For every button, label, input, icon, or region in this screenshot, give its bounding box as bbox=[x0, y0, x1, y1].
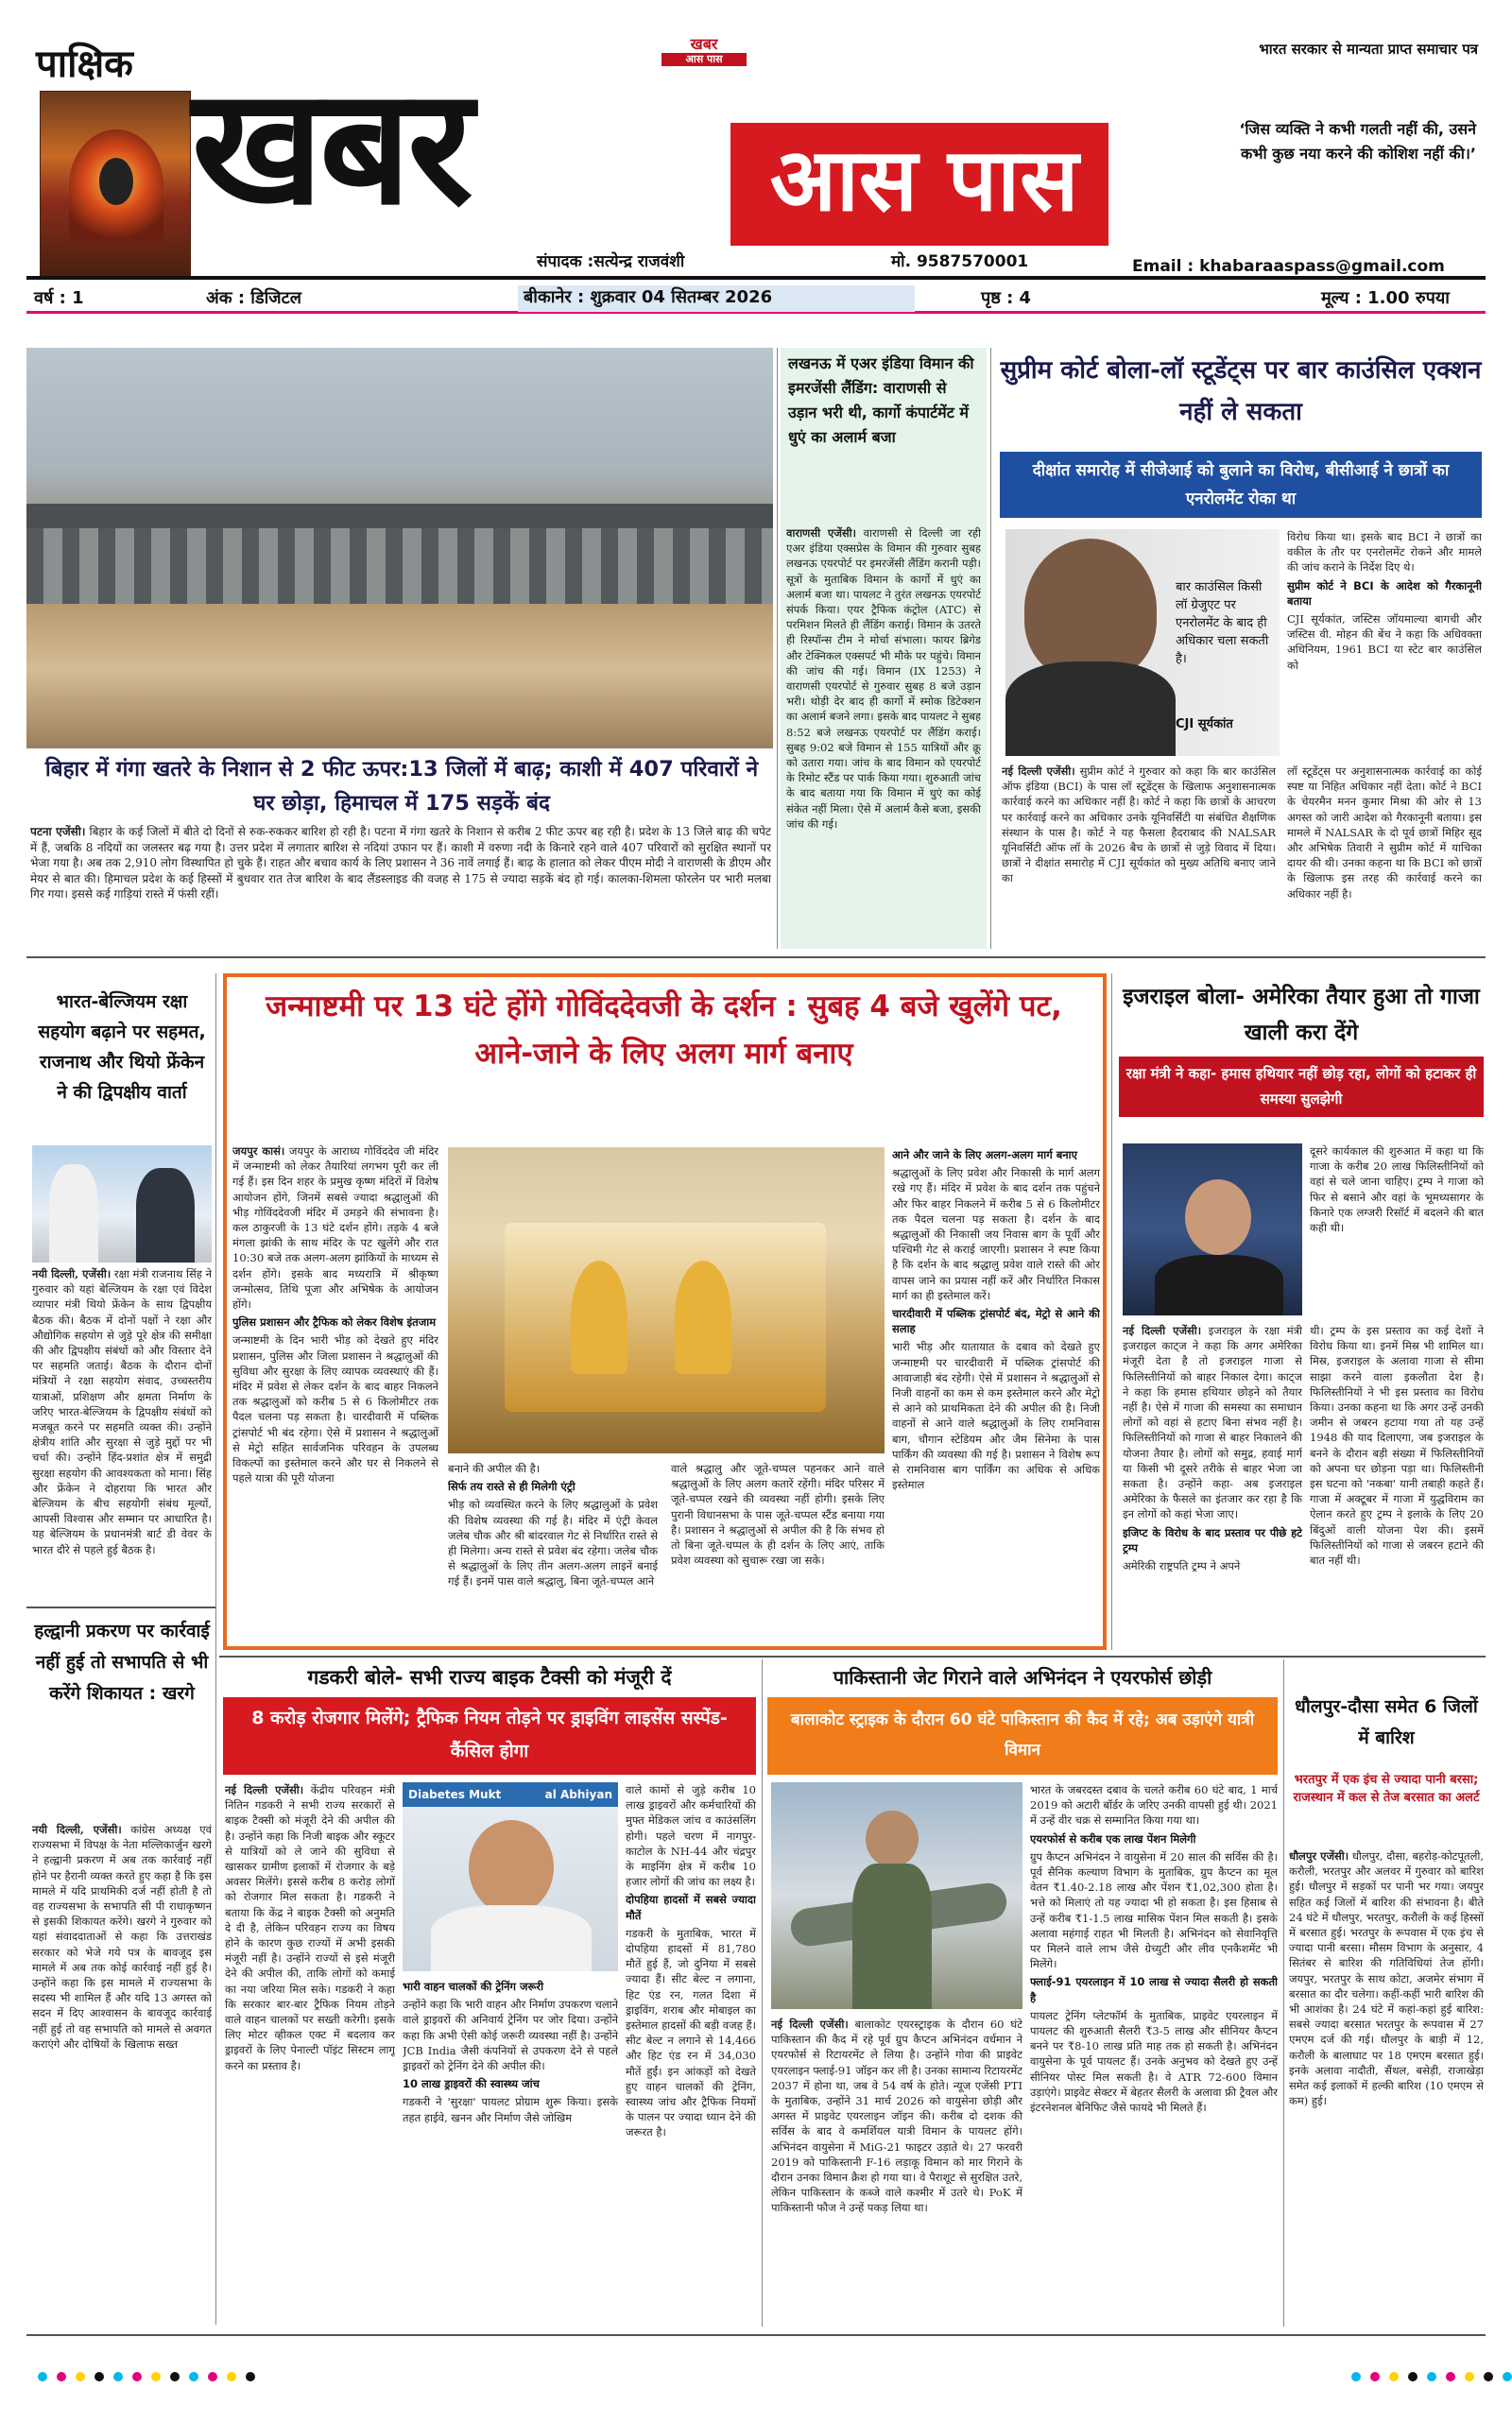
israel-dateline: नई दिल्ली एजेंसी। bbox=[1123, 1324, 1202, 1337]
registration-dot bbox=[1408, 2372, 1418, 2381]
registration-dot bbox=[1427, 2372, 1436, 2381]
abhinandan-col2 bbox=[1030, 1782, 1278, 2327]
rule bbox=[762, 1659, 763, 2327]
jm-sub2: सिर्फ तय रास्ते से ही मिलेगी एंट्री bbox=[448, 1480, 576, 1494]
rain-body-text: धौलपुर, दौसा, बहरोड़-कोटपूतली, करौली, भरतपुर और अलवर में गुरुवार को बारिश हुई। धौलपुर में सड़कों पर पानी भर गया। जयपुर सहित कई जिलों में बारिश की संभावना है। बीते 24 घंटे में धौलपुर, भरतपुर, करौली के कई हिस्सों में बरसात हुई। भरतपुर के रूपवास में एक इंच से ज्यादा पानी बरसा। मौसम विभाग के अनुसार, 4 सितंबर से बारिश की गतिविधियां तेज होंगी। जयपुर, भरतपुर के साथ कोटा, अजमेर संभाग में बरसात का दौर चलेगा। कहीं-कहीं भारी बारिश की भी आशंका है। 24 घंटे में कहां-कहां हुई बारिश: सबसे ज्यादा बरसात भरतपुर के रूपवास में 27 एमएम दर्ज की गई। धौलपुर के बाड़ी में 12, करौली के बालाघाट पर 18 एमएम बरसात हुई। इनके अलावा नादौती, सैंथल, बसेड़ी, राजाखेड़ा समेत कई इलाकों में हल्की बारिश (10 एमएम से कम) हुई। bbox=[1289, 1849, 1484, 2108]
section-rule bbox=[26, 1607, 215, 1608]
ib-headline: भारत-बेल्जियम रक्षा सहयोग बढ़ाने पर सहमत, राजनाथ और थियो फ्रेंकेन ने की द्विपक्षीय वार्ता bbox=[38, 991, 206, 1103]
logo-aaspass: आस पास bbox=[769, 129, 1079, 231]
sc-headline: सुप्रीम कोर्ट बोला-लॉ स्टूडेंट्स पर बार काउंसिल एक्शन नहीं ले सकता bbox=[1000, 356, 1482, 426]
registration-dots-left bbox=[38, 2372, 255, 2381]
abhinandan-dateline: नई दिल्ली एजेंसी। bbox=[771, 2018, 849, 2031]
jm-col4 bbox=[892, 1147, 1100, 1644]
abhinandan-sub1: एयरफोर्स से करीब एक लाख पेंशन मिलेगी bbox=[1030, 1831, 1196, 1846]
section-rule bbox=[26, 956, 1486, 958]
sc-photo-quote: बार काउंसिल किसी लॉ ग्रेजुएट पर एनरोलमेंट के बाद ही अधिकार चला सकती है। bbox=[1176, 580, 1269, 666]
registration-dot bbox=[1465, 2372, 1474, 2381]
airindia-body bbox=[786, 525, 981, 947]
israel-subhead: रक्षा मंत्री ने कहा- हमास हथियार नहीं छोड़ रहा, लोगों को हटाकर ही समस्या सुलझेगी bbox=[1119, 1057, 1484, 1117]
sc-body-col1 bbox=[1002, 764, 1276, 949]
section-rule bbox=[219, 1656, 1486, 1658]
rule bbox=[777, 348, 778, 949]
haldwani-headline: हल्द्वानी प्रकरण पर कार्रवाई नहीं हुई तो सभापति से भी करेंगे शिकायत : खरगे bbox=[34, 1621, 210, 1704]
jm-col1-text: जयपुर के आराध्य गोविंददेव जी मंदिर में जन्माष्टमी को लेकर तैयारियां लगभग पूरी कर ली गई हैं। इस दिन शहर के प्रमुख कृष्ण मंदिरों में विशेष आयोजन होंगे, जिनमें सबसे ज्यादा श्रद्धालुओं की भीड़ गोविंददेवजी मंदिर में उमड़ने की संभावना है। कल ठाकुरजी के 13 घंटे दर्शन होंगे। तड़के 4 बजे मंगला झांकी के साथ मंदिर के पट खुलेंगे और रात 10:30 बजे तक अलग-अलग झांकियों के माध्यम से दर्शन होंगे। इसके बाद मध्यरात्रि में श्रीकृष्ण जन्मोत्सव, तिथि पूजा और अभिषेक के आयोजन होंगे। bbox=[232, 1144, 438, 1312]
sc-dateline: नई दिल्ली एजेंसी। bbox=[1002, 765, 1075, 778]
rain-dateline: धौलपुर एजेंसी। bbox=[1289, 1849, 1349, 1863]
registration-dots-right bbox=[1351, 2372, 1512, 2381]
sc-subhead: दीक्षांत समारोह में सीजेआई को बुलाने का विरोध, बीसीआई ने छात्रों का एनरोलमेंट रोका था bbox=[1000, 452, 1482, 518]
mini-logo-bottom: आस पास bbox=[662, 53, 747, 66]
registration-dot bbox=[94, 2372, 104, 2381]
gadkari-body4-text: वाले कामों से जुड़े करीब 10 लाख ड्राइवरों और कर्मचारियों की मुफ्त मेडिकल जांच व काउंसलिंग होगी। पहले चरण में नागपुर-काटोल के NH-44 और चंद्रपुर के माइनिंग क्षेत्र में करीब 10 हजार लोगों की जांच का लक्ष्य है। bbox=[626, 1783, 756, 1889]
jm-col3-text: वाले श्रद्धालु और जूते-चप्पल पहनकर आने वाले श्रद्धालुओं के लिए अलग कतारें रहेंगी। मंदिर परिसर में जूते-चप्पल रखने की व्यवस्था नहीं होगी। इसके लिए पुरानी विधानसभा के पास जूते-चप्पल स्टैंड बनाया गया है। प्रशासन ने श्रद्धालुओं से अपील की है कि संभव हो तो बिना जूते-चप्पल के ही दर्शन के लिए आएं, ताकि प्रवेश व्यवस्था को सुचारू रखा जा सके। bbox=[671, 1462, 885, 1568]
rule bbox=[215, 973, 216, 2325]
abhinandan-sub2: फ्लाई-91 एयरलाइन में 10 लाख से ज्यादा सैलरी हो सकती है bbox=[1030, 1975, 1278, 2004]
israel-body-col1 bbox=[1123, 1323, 1302, 1648]
jm-dateline: जयपुर कासं। bbox=[232, 1144, 285, 1158]
registration-dot bbox=[151, 2372, 161, 2381]
mobile-line: मो. 9587570001 bbox=[891, 252, 1029, 271]
flood-photo bbox=[26, 348, 773, 748]
registration-dot bbox=[38, 2372, 47, 2381]
jm-sub4: चारदीवारी में पब्लिक ट्रांसपोर्ट बंद, मेट्रो से आने की सलाह bbox=[892, 1307, 1100, 1336]
jm-col3 bbox=[671, 1461, 885, 1644]
gadkari-sub3: दोपहिया हादसों में सबसे ज्यादा मौतें bbox=[626, 1893, 756, 1922]
sc-body4: लॉ स्टूडेंट्स पर अनुशासनात्मक कार्रवाई का कोई स्पष्ट या निहित अधिकार नहीं देता। कोर्ट ने BCI के चेयरमैन मनन कुमार मिश्रा की ओर से 13 अगस्त को जारी आदेश को गैरकानूनी बताया। इस मामले में NALSAR के दो पूर्व छात्रों मिहिर सूद और अभिषेक तिवारी ने सुप्रीम कोर्ट में याचिका दायर की थी। उनका कहना था कि BCI को छात्रों के खिलाफ इस तरह की कार्रवाई करने का अधिकार नहीं है। bbox=[1287, 765, 1482, 901]
info-price: मूल्य : 1.00 रुपया bbox=[1321, 288, 1450, 308]
info-bar bbox=[26, 282, 1486, 314]
haldwani-body-text: कांग्रेस अध्यक्ष एवं राज्यसभा में विपक्ष के नेता मल्लिकार्जुन खरगे ने हल्द्वानी प्रकरण में अब तक कार्रवाई नहीं होने पर हैरानी व्यक्त करते हुए कहा है कि इस मामले में यदि प्राथमिकी दर्ज नहीं होती है तो वह राज्यसभा के सभापति सी पी राधाकृष्णन से इसकी शिकायत करेंगे। खरगे ने गुरुवार को यहां संवाददाताओं से कहा कि उत्तराखंड सरकार को भेजे गये पत्र के बावजूद इस मामले में अब तक कोई कार्रवाई नहीं हुई है। उन्होंने कहा कि इस मामले में राज्यसभा के सदस्य भी शामिल हैं और यदि 13 अगस्त को सदन में दिए आश्वासन के बावजूद कार्रवाई नहीं हुई तो वह सभापति को मामले से अवगत कराएंगे और दोषियों के खिलाफ सख्त bbox=[32, 1823, 212, 2051]
rain-subhead: भरतपुर में एक इंच से ज्यादा पानी बरसा; राजस्थान में कल से तेज बरसात का अलर्ट bbox=[1293, 1773, 1480, 1805]
flood-body bbox=[30, 824, 771, 947]
jm-col2 bbox=[448, 1461, 658, 1644]
abhinandan-col1 bbox=[771, 2017, 1022, 2327]
registration-dot bbox=[1446, 2372, 1455, 2381]
rule bbox=[1111, 973, 1112, 1650]
registration-dot bbox=[170, 2372, 180, 2381]
gadkari-photo-banner bbox=[403, 1782, 618, 1807]
israel-sub: इजिप्ट के विरोध के बाद प्रस्ताव पर पीछे हटे ट्रम्प bbox=[1123, 1525, 1302, 1555]
jm-photo bbox=[448, 1147, 885, 1453]
jm-col1 bbox=[232, 1143, 438, 1644]
gadkari-subhead: 8 करोड़ रोजगार मिलेंगे; ट्रैफिक नियम तोड़ने पर ड्राइविंग लाइसेंस सस्पेंड-कैंसिल होगा bbox=[223, 1697, 756, 1775]
gadkari-headline: गडकरी बोले- सभी राज्य बाइक टैक्सी को मंजूरी दें bbox=[307, 1666, 672, 1689]
abhinandan-body2-text: भारत के जबरदस्त दबाव के चलते करीब 60 घंटे बाद, 1 मार्च 2019 को अटारी बॉर्डर के जरिए उनकी वापसी हुई थी। 2021 में उन्हें वीर चक्र से सम्मानित किया गया था। bbox=[1030, 1783, 1278, 1828]
temple-photo bbox=[40, 91, 191, 276]
airindia-dateline: वाराणसी एजेंसी। bbox=[786, 526, 857, 540]
rule bbox=[990, 348, 991, 949]
israel-body3-text: थी। ट्रम्प के इस प्रस्ताव का कई देशों ने विरोध किया था। इनमें मिस्र भी शामिल था। मिस्र, इजराइल के अलावा गाजा से सीमा साझा करने वाला इकलौता देश है। फिलिस्तीनियों ने भी इस प्रस्ताव का विरोध किया। उनका कहना था कि अगर उन्हें उनकी जमीन से जबरन हटाया गया तो यह उन्हें 1948 की याद दिलाएगा, जब इजराइल के बनने के दौरान बड़ी संख्या में फिलिस्तीनियों को अपना घर छोड़ना पड़ा था। फिलिस्तीनी इस घटना को 'नकबा' यानी तबाही कहते हैं। गाजा में अक्टूबर में गाजा में युद्धविराम का ऐलान करते हुए ट्रम्प ने इलाके के लिए 20 बिंदुओं वाली योजना पेश की। इसमें फिलिस्तीनियों को गाजा से जबरन हटाने की बात नहीं थी। bbox=[1310, 1324, 1484, 1568]
email-line: Email : khabaraaspass@gmail.com bbox=[1132, 257, 1445, 276]
abhinandan-body3-text: ग्रुप कैप्टन अभिनंदन ने वायुसेना में 20 साल की सर्विस की है। पूर्व सैनिक कल्याण विभाग के मुताबिक, ग्रुप कैप्टन का मूल वेतन ₹1.40-2.18 लाख और पेंशन ₹1,02,300 होता है। भत्ते को मिलाएं तो यह ज्यादा भी हो सकता है। इस हिसाब से उन्हें करीब ₹1-1.5 लाख मासिक पेंशन मिल सकती है। इसके अलावा महंगाई राहत भी मिलती है। अभिनंदन को सेवानिवृत्ति पर मिलने वाले लाभ जैसे ग्रेच्युटी और लीव एनकैशमेंट भी मिलेंगे। bbox=[1030, 1849, 1278, 1971]
mini-logo bbox=[662, 36, 747, 77]
mini-logo-top: खबर bbox=[690, 35, 718, 53]
registration-dot bbox=[1484, 2372, 1493, 2381]
sc-photo bbox=[1005, 529, 1280, 756]
abhinandan-subhead: बालाकोट स्ट्राइक के दौरान 60 घंटे पाकिस्तान की कैद में रहे; अब उड़ाएंगे यात्री विमान bbox=[767, 1697, 1278, 1775]
masthead bbox=[26, 26, 1486, 284]
israel-photo bbox=[1123, 1143, 1302, 1315]
jm-col2-text: बनाने की अपील की है। bbox=[448, 1462, 541, 1475]
registration-dot bbox=[227, 2372, 236, 2381]
masthead-quote: ‘जिस व्यक्ति ने कभी गलती नहीं की, उसने कभी कुछ नया करने की कोशिश नहीं की।’ bbox=[1239, 120, 1476, 163]
gadkari-body3-text: गडकरी ने 'सुरक्षा' पायलट प्रोग्राम शुरू किया। इसके तहत हाईवे, खनन और निर्माण जैसे जोखिम bbox=[403, 2095, 618, 2124]
abhinandan-body4-text: पायलट ट्रेनिंग प्लेटफॉर्म के मुताबिक, प्राइवेट एयरलाइन में पायलट की शुरुआती सैलरी ₹3-5 लाख और सीनियर कैप्टन बनने पर ₹8-10 लाख प्रति माह तक हो सकती है। अभिनंदन वायुसेना के पूर्व पायलट हैं। उनके अनुभव को देखते हुए उन्हें सीनियर पोस्ट मिल सकती है। वे ATR 72-600 विमान उड़ाएंगे। प्राइवेट सेक्टर में बेहतर सैलरी के अलावा फ्री ट्रैवल और इंटरनेशनल बेनिफिट जैसे फायदे भी मिलते हैं। bbox=[1030, 2008, 1278, 2115]
israel-body-side: दूसरे कार्यकाल की शुरुआत में कहा था कि गाजा के करीब 20 लाख फिलिस्तीनियों को वहां से चले जाना चाहिए। ट्रम्प ने गाजा को फिर से बसाने और वहां के भूमध्यसागर के किनारे एक लग्जरी रिसॉर्ट में बदलने की बात कही थी। bbox=[1310, 1144, 1484, 1235]
logo-khabar: खबर bbox=[192, 54, 470, 241]
haldwani-body bbox=[32, 1822, 212, 2323]
sc-body2: विरोध किया था। इसके बाद BCI ने छात्रों का वकील के तौर पर एनरोलमेंट रोकने और मामले की जांच कराने के निर्देश दिए थे। bbox=[1287, 530, 1482, 575]
jm-col4b-text: भारी भीड़ और यातायात के दबाव को देखते हुए जन्माष्टमी पर चारदीवारी में पब्लिक ट्रांसपोर्ट की आवाजाही बंद रहेगी। ऐसे में प्रशासन ने श्रद्धालुओं से निजी वाहनों का कम से कम इस्तेमाल करने और मेट्रो से आने को प्राथमिकता देने की अपील की है। निजी वाहनों से आने वाले श्रद्धालुओं के लिए रामनिवास बाग, चौगान स्टेडियम और जैम सिनेमा के पास पार्किंग की व्यवस्था की गई है। प्रशासन ने विशेष रूप से रामनिवास बाग पार्किंग का अधिक से अधिक इस्तेमाल bbox=[892, 1340, 1100, 1492]
editor-line: संपादक :सत्येन्द्र राजवंशी bbox=[537, 252, 685, 271]
abhinandan-body-text: बालाकोट एयरस्ट्राइक के दौरान 60 घंटे पाकिस्तान की कैद में रहे पूर्व ग्रुप कैप्टन अभिनंदन वर्धमान ने एयरफोर्स से रिटायरमेंट ले लिया है। उन्होंने गोवा की प्राइवेट एयरलाइन फ्लाई-91 जॉइन कर ली है। उनका सामान्य रिटायरमेंट 2037 में होना था, जब वे 54 वर्ष के होते। न्यूज एजेंसी PTI के मुताबिक, उन्होंने 31 मार्च 2026 को वायुसेना छोड़ी और अगस्त में प्राइवेट एयरलाइन जॉइन की। करीब दो दशक की सर्विस के बाद वे कमर्शियल यात्री विमान के पायलट होंगे। अभिनंदन वायुसेना में MiG-21 फाइटर उड़ाते थे। 27 फरवरी 2019 को पाकिस्तानी F-16 लड़ाकू विमान को मार गिराने के दौरान उनका विमान क्रैश हो गया था। वे पैराशूट से सुरक्षित उतरे, लेकिन पाकिस्तान के कब्जे वाले कश्मीर में उतरे थे। PoK में पाकिस्तानी फौज ने उन्हें पकड़ लिया था। bbox=[771, 2018, 1022, 2215]
info-place-date: बीकानेर : शुक्रवार 04 सितम्बर 2026 bbox=[518, 285, 915, 312]
abhinandan-photo bbox=[771, 1782, 1022, 2009]
registration-dot bbox=[57, 2372, 66, 2381]
jm-col1b-text: जन्माष्टमी के दिन भारी भीड़ को देखते हुए मंदिर प्रशासन, पुलिस और जिला प्रशासन ने श्रद्धालुओं की सुविधा और सुरक्षा के लिए व्यापक व्यवस्थाएं की हैं। मंदिर में प्रवेश से लेकर दर्शन के बाद बाहर निकलने तक श्रद्धालुओं को करीब 5 से 6 किलोमीटर तक पैदल चलना पड़ सकता है। चारदीवारी में पब्लिक ट्रांसपोर्ट भी बंद रहेगा। ऐसे में प्रशासन ने श्रद्धालुओं से मेट्रो सहित सार्वजनिक परिवहन के उपलब्ध विकल्पों का इस्तेमाल करने और घर से निकलने से पहले यात्रा की पूरी योजना bbox=[232, 1333, 438, 1486]
gadkari-col3 bbox=[626, 1782, 756, 2327]
ib-body bbox=[32, 1266, 212, 1603]
abhinandan-headline: पाकिस्तानी जेट गिराने वाले अभिनंदन ने एयरफोर्स छोड़ी bbox=[833, 1666, 1212, 1689]
gadkari-body2-text: उन्होंने कहा कि भारी वाहन और निर्माण उपकरण चलाने वाले ड्राइवरों की अनिवार्य ट्रेनिंग पर जोर दिया। उन्होंने कहा कि अभी ऐसी कोई जरूरी व्यवस्था नहीं है। उन्होंने JCB India जैसी कंपनियों से उपकरण देने से पहले ड्राइवरों को ट्रेनिंग देने की अपील की। bbox=[403, 1998, 618, 2073]
gadkari-sub2: 10 लाख ड्राइवरों की स्वास्थ्य जांच bbox=[403, 2077, 540, 2091]
gadkari-banner-text2: al Abhiyan bbox=[544, 1788, 612, 1801]
masthead-pakshik: पाक्षिक bbox=[36, 43, 133, 86]
gadkari-dateline: नई दिल्ली एजेंसी। bbox=[225, 1783, 304, 1796]
rain-headline: धौलपुर-दौसा समेत 6 जिलों में बारिश bbox=[1295, 1696, 1478, 1748]
registration-dot bbox=[132, 2372, 142, 2381]
registration-dot bbox=[246, 2372, 255, 2381]
jm-sub3: आने और जाने के लिए अलग-अलग मार्ग बनाए bbox=[892, 1148, 1077, 1161]
registration-dot bbox=[113, 2372, 123, 2381]
israel-body-text: इजराइल के रक्षा मंत्री इजराइल काट्ज ने कहा कि अगर अमेरिका मंजूरी देता है तो इजराइल गाजा से फिलिस्तीनियों को बाहर निकाल देगा। काट्ज ने कहा कि हमास हथियार छोड़ने को तैयार नहीं है। ऐसे में गाजा की समस्या का समाधान लोगों को वहां से हटाए बिना संभव नहीं है। फिलिस्तीनियों को गाजा से बाहर निकालने की योजना तैयार है। लोगों को समुद्र, हवाई मार्ग या किसी भी दूसरे तरीके से बाहर भेजा जा सकता है। उन्होंने कहा- अब इजराइल अमेरिका के फैसले का इंतजार कर रहा है कि इन लोगों को कहां भेजा जाए। bbox=[1123, 1324, 1302, 1521]
sc-photo-caption: CJI सूर्यकांत bbox=[1176, 717, 1233, 731]
registration-dot bbox=[1351, 2372, 1361, 2381]
jm-sub1: पुलिस प्रशासन और ट्रैफिक को लेकर विशेष इंतजाम bbox=[232, 1315, 437, 1330]
ib-body-text: रक्षा मंत्री राजनाथ सिंह ने गुरुवार को यहां बेल्जियम के रक्षा एवं विदेश व्यापार मंत्री थियो फ्रेंकेन के साथ द्विपक्षीय बैठक की। बैठक में दोनों पक्षों ने रक्षा और औद्योगिक सहयोग से जुड़े पूरे क्षेत्र की समीक्षा की और द्विपक्षीय संबंधों को और विस्तार देने पर सहमति जताई। बैठक के दौरान दोनों मंत्रियों ने रक्षा सहयोग संवाद, उच्चस्तरीय यात्राओं, प्रशिक्षण और क्षमता निर्माण के जरिए भारत-बेल्जियम के द्विपक्षीय संबंधों को मजबूत करने पर सहमति व्यक्त की। उन्होंने क्षेत्रीय शांति और सुरक्षा से जुड़े मुद्दों पर भी चर्चा की। उन्होंने हिंद-प्रशांत क्षेत्र में समुद्री सुरक्षा सहयोग की आवश्यकता को माना। सिंह और फ्रेंकेन ने दोहराया कि भारत और बेल्जियम के बीच सहयोगी संबंध मूल्यों, आपसी विश्वास और सम्मान पर आधारित है। यह बेल्जियम के प्रधानमंत्री बार्ट डी वेवर के भारत दौरे से पहले हुई बैठक है। bbox=[32, 1267, 212, 1556]
sc-body-col3 bbox=[1287, 764, 1482, 949]
airindia-body-text: वाराणसी से दिल्ली जा रही एअर इंडिया एक्सप्रेस के विमान की गुरुवार सुबह लखनऊ एयरपोर्ट पर इमरजेंसी लैंडिंग करानी पड़ी। सूत्रों के मुताबिक विमान के कार्गो में धुएं का अलार्म बजा था। पायलट ने तुरंत लखनऊ एयरपोर्ट संपर्क किया। एयर ट्रैफिक कंट्रोल (ATC) से परमिशन मिलते ही लैंडिंग कराई। विमान के उतरते ही रिस्पॉन्स टीम ने मोर्चा संभाला। फायर ब्रिगेड और टेक्निकल एक्सपर्ट भी मौके पर पहुंचे। विमान की जांच की गई। विमान (IX 1253) ने वाराणसी एयरपोर्ट से गुरुवार सुबह 8 बजे उड़ान भरी। थोड़ी देर बाद ही कार्गो में स्मोक डिटेक्शन का अलार्म बजने लगा। इसके बाद पायलट ने सुबह 8:52 बजे लखनऊ एयरपोर्ट पर लैंडिंग कराई। सुबह 9:02 बजे विमान से 155 यात्रियों और क्रू को उतारा गया। जांच के बाद विमान को एयरपोर्ट के रिमोट स्टैंड पर पार्क किया गया। शुरुआती जांच के बाद बताया गया कि विमान में धुएं का कोई संकेत नहीं मिला। ऐसे में अलार्म कैसे बजा, इसकी जांच की गई। bbox=[786, 526, 981, 831]
info-year: वर्ष : 1 bbox=[34, 288, 84, 308]
registration-dot bbox=[208, 2372, 217, 2381]
flood-body-text: बिहार के कई जिलों में बीते दो दिनों से रुक-रुककर बारिश हो रही है। पटना में गंगा खतरे के निशान से करीब 2 फीट ऊपर बह रही है। प्रदेश के 13 जिले बाढ़ की चपेट में हैं, जबकि 8 नदियों का जलस्तर बढ़ गया है। उत्तर प्रदेश में लगातार बारिश से नदियां उफान पर हैं। काशी में वरुणा नदी के किनारे रहने वाले 407 परिवारों को सुरक्षित स्थानों पर भेजा गया है। अब तक 2,910 लोग विस्थापित हो चुके हैं। राहत और बचाव कार्य के लिए प्रशासन ने 36 नावें लगाई हैं। बाढ़ के हालात को लेकर पीएम मोदी ने वाराणसी के डीएम और मेयर से बात की। हिमाचल प्रदेश के कई हिस्सों में बुधवार रात तेज बारिश के बाद लैंडस्लाइड की वजह से 175 से ज्यादा सड़कें बंद हो गई। कालका-शिमला फोरलेन पर भारी मलबा गिर गया। इससे कई गाड़ियां रास्ते में फंसी रहीं। bbox=[30, 825, 771, 901]
masthead-rule bbox=[26, 276, 1486, 280]
gadkari-photo bbox=[403, 1782, 618, 1971]
israel-body-col2 bbox=[1310, 1323, 1484, 1648]
gadkari-body-text: केंद्रीय परिवहन मंत्री नितिन गडकरी ने सभी राज्य सरकारों से बाइक टैक्सी को मंजूरी देने की अपील की है। उन्होंने कहा कि निजी बाइक और स्कूटर से यात्रियों को ले जाने की सुविधा से खासकर ग्रामीण इलाकों में रोजगार के बड़े अवसर मिलेंगे। इससे करीब 8 करोड़ लोगों को रोजगार मिल सकता है। गडकरी ने बताया कि केंद्र ने बाइक टैक्सी को अनुमति दे दी है, लेकिन परिवहन राज्य का विषय होने के कारण कुछ राज्यों में अभी इसकी मंजूरी नहीं है। उन्होंने राज्यों से इसे मंजूरी देने की अपील की, ताकि लोगों को कमाई का नया जरिया मिल सके। गडकरी ने कहा कि सरकार बार-बार ट्रैफिक नियम तोड़ने वाले वाहन चालकों पर सख्ती करेगी। इसके लिए मोटर व्हीकल एक्ट में बदलाव कर ड्राइवरों के लिए पेनाल्टी पॉइंट सिस्टम लागू करने का प्रस्ताव है। bbox=[225, 1783, 395, 2072]
haldwani-dateline: नयी दिल्ली, एजेंसी। bbox=[32, 1823, 122, 1836]
jm-col2b-text: भीड़ को व्यवस्थित करने के लिए श्रद्धालुओं के प्रवेश की विशेष व्यवस्था की गई है। मंदिर में एंट्री केवल जलेब चौक और श्री बांदरवाल गेट से निर्धारित रास्ते से ही मिलेगा। अन्य रास्ते से प्रवेश बंद रहेगा। जलेब चौक से श्रद्धालुओं के लिए तीन अलग-अलग लाइनें बनाई गई हैं। इनमें पास वाले श्रद्धालु, बिना जूते-चप्पल आने bbox=[448, 1498, 658, 1589]
janmashtami-headline: जन्माष्टमी पर 13 घंटे होंगे गोविंददेवजी के दर्शन : सुबह 4 बजे खुलेंगे पट, आने-जाने के लिए अलग मार्ग बनाए bbox=[266, 989, 1062, 1071]
info-page: पृष्ठ : 4 bbox=[981, 288, 1032, 308]
gadkari-sub1: भारी वाहन चालकों की ट्रेनिंग जरूरी bbox=[403, 1980, 544, 1993]
registration-dot bbox=[1370, 2372, 1380, 2381]
rain-body bbox=[1289, 1848, 1484, 2327]
ib-photo bbox=[32, 1145, 212, 1263]
ib-dateline: नयी दिल्ली, एजेंसी। bbox=[32, 1267, 112, 1280]
sc-sub2: सुप्रीम कोर्ट ने BCI के आदेश को गैरकानूनी बताया bbox=[1287, 578, 1482, 608]
rule bbox=[1283, 1659, 1284, 2327]
flood-headline: बिहार में गंगा खतरे के निशान से 2 फीट ऊपर:13 जिलों में बाढ़; काशी में 407 परिवारों ने घर छोड़ा, हिमाचल में 175 सड़कें बंद bbox=[44, 757, 759, 816]
gadkari-banner-text: Diabetes Mukt bbox=[408, 1788, 502, 1801]
sc-body1: सुप्रीम कोर्ट ने गुरुवार को कहा कि बार काउंसिल ऑफ इंडिया (BCI) के पास लॉ स्टूडेंट्स के खिलाफ अनुशासनात्मक कार्रवाई करने का अधिकार नहीं है। कोर्ट ने कहा कि छात्रों के आचरण पर कार्रवाई करने का अधिकार उनके यूनिवर्सिटी या संबंधित शैक्षणिक संस्थान के पास है। कोर्ट ने यह फैसला हैदराबाद की NALSAR यूनिवर्सिटी ऑफ लॉ के 2026 बैच के छात्रों से जुड़े विवाद में दिया। छात्रों ने दीक्षांत समारोह में CJI सूर्यकांत को मुख्य अतिथि बनाए जाने का bbox=[1002, 765, 1276, 885]
registration-dot bbox=[189, 2372, 198, 2381]
jm-col4-text: श्रद्धालुओं के लिए प्रवेश और निकासी के मार्ग अलग रखे गए हैं। मंदिर में प्रवेश के बाद दर्शन तक पहुंचने और फिर बाहर निकलने में करीब 5 से 6 किलोमीटर तक पैदल चलना पड़ सकता है। दर्शन के बाद श्रद्धालुओं की निकासी जय निवास बाग के पूर्वी और पश्चिमी गेट से कराई जाएगी। प्रशासन ने स्पष्ट किया है कि दर्शन के बाद श्रद्धालु प्रवेश वाले रास्ते की ओर वापस जाने का प्रयास नहीं करें और निर्धारित निकास मार्ग का ही इस्तेमाल करें। bbox=[892, 1166, 1100, 1302]
gadkari-col1 bbox=[225, 1782, 395, 2327]
govt-recognized: भारत सरकार से मान्यता प्राप्त समाचार पत्र bbox=[1259, 41, 1478, 58]
sc-body3: CJI सूर्यकांत, जस्टिस जॉयमाल्या बागची और जस्टिस वी. मोहन की बेंच ने कहा कि अधिवक्ता अधिनियम, 1961 BCI या स्टेट बार काउंसिल को bbox=[1287, 612, 1482, 672]
israel-headline: इजराइल बोला- अमेरिका तैयार हुआ तो गाजा खाली करा देंगे bbox=[1123, 985, 1480, 1045]
airindia-headline: लखनऊ में एअर इंडिया विमान की इमरजेंसी लैंडिंग: वाराणसी से उड़ान भरी थी, कार्गो कंपार्टमेंट में धुएं का अलार्म बजा bbox=[788, 354, 974, 446]
gadkari-col2 bbox=[403, 1979, 618, 2327]
page-bottom-rule bbox=[26, 2334, 1486, 2336]
registration-dot bbox=[1389, 2372, 1399, 2381]
info-issue: अंक : डिजिटल bbox=[206, 288, 301, 308]
flood-dateline: पटना एजेंसी। bbox=[30, 825, 86, 838]
gadkari-body5-text: गडकरी के मुताबिक, भारत में दोपहिया हादसों में 81,780 मौतें हुई हैं, जो दुनिया में सबसे ज्यादा हैं। सीट बेल्ट न लगाना, हिट एंड रन, गलत दिशा में ड्राइविंग, शराब और मोबाइल का इस्तेमाल हादसों की बड़ी वजह हैं। सीट बेल्ट न लगाने से 14,466 और हिट एंड रन में 34,030 मौतें हुईं। इन आंकड़ों को देखते हुए वाहन चालकों की ट्रेनिंग, स्वास्थ्य जांच और ट्रैफिक नियमों के पालन पर ज्यादा ध्यान देने की जरूरत है। bbox=[626, 1926, 756, 2139]
registration-dot bbox=[76, 2372, 85, 2381]
israel-body2-text: अमेरिकी राष्ट्रपति ट्रम्प ने अपने bbox=[1123, 1559, 1241, 1573]
registration-dot bbox=[1503, 2372, 1512, 2381]
